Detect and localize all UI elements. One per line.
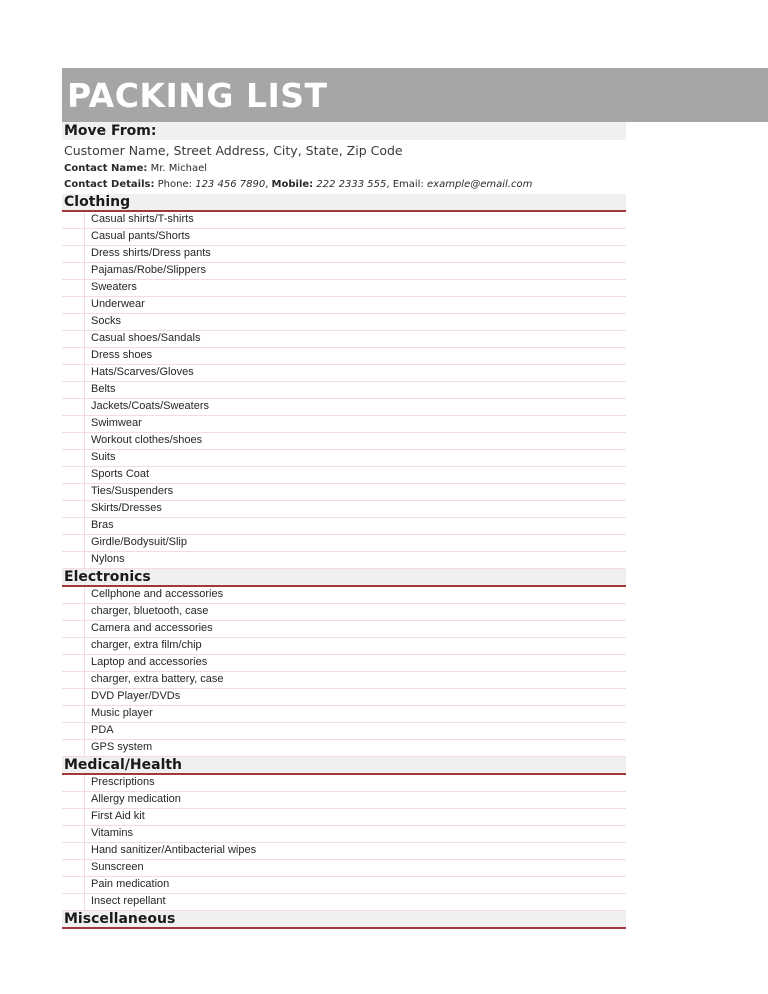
item-label: Girdle/Bodysuit/Slip bbox=[91, 536, 187, 549]
section-title: Miscellaneous bbox=[64, 910, 176, 927]
table-row[interactable] bbox=[62, 535, 626, 552]
checkbox-cell[interactable] bbox=[62, 433, 85, 449]
checkbox-cell[interactable] bbox=[62, 826, 85, 842]
table-row[interactable] bbox=[62, 638, 626, 655]
checkbox-cell[interactable] bbox=[62, 467, 85, 483]
item-label: Vitamins bbox=[91, 827, 133, 840]
table-row[interactable] bbox=[62, 280, 626, 297]
section-title: Medical/Health bbox=[64, 756, 183, 773]
table-row[interactable] bbox=[62, 655, 626, 672]
checkbox-cell[interactable] bbox=[62, 416, 85, 432]
checkbox-cell[interactable] bbox=[62, 604, 85, 620]
mobile-label: Mobile: bbox=[271, 179, 314, 191]
item-label: Underwear bbox=[91, 298, 145, 311]
section-header bbox=[62, 911, 626, 929]
item-label: Suits bbox=[91, 451, 116, 464]
table-row[interactable] bbox=[62, 246, 626, 263]
item-label: GPS system bbox=[91, 741, 153, 754]
contact-details-label: Contact Details: bbox=[64, 179, 155, 191]
contact-details-line bbox=[62, 177, 626, 194]
item-label: Prescriptions bbox=[91, 776, 155, 789]
checkbox-cell[interactable] bbox=[62, 535, 85, 551]
checkbox-cell[interactable] bbox=[62, 484, 85, 500]
checkbox-cell[interactable] bbox=[62, 552, 85, 568]
item-label: Hats/Scarves/Gloves bbox=[91, 366, 194, 379]
packing-sections bbox=[62, 194, 626, 929]
item-label: Jackets/Coats/Sweaters bbox=[91, 400, 209, 413]
checkbox-cell[interactable] bbox=[62, 740, 85, 756]
item-label: charger, extra film/chip bbox=[91, 639, 202, 652]
page-title: PACKING LIST bbox=[67, 75, 328, 115]
table-row[interactable] bbox=[62, 501, 626, 518]
item-label: Insect repellant bbox=[91, 895, 166, 908]
table-row[interactable] bbox=[62, 775, 626, 792]
item-label: Socks bbox=[91, 315, 121, 328]
table-row[interactable] bbox=[62, 229, 626, 246]
checkbox-cell[interactable] bbox=[62, 280, 85, 296]
table-row[interactable] bbox=[62, 314, 626, 331]
table-row[interactable] bbox=[62, 450, 626, 467]
item-label: Hand sanitizer/Antibacterial wipes bbox=[91, 844, 257, 857]
checkbox-cell[interactable] bbox=[62, 587, 85, 603]
item-label: PDA bbox=[91, 724, 114, 737]
item-label: Ties/Suspenders bbox=[91, 485, 174, 498]
checkbox-cell[interactable] bbox=[62, 297, 85, 313]
section-miscellaneous bbox=[62, 911, 626, 929]
document-content bbox=[62, 122, 626, 929]
table-row[interactable] bbox=[62, 587, 626, 604]
item-label: DVD Player/DVDs bbox=[91, 690, 181, 703]
section-electronics bbox=[62, 569, 626, 757]
checkbox-cell[interactable] bbox=[62, 792, 85, 808]
item-label: Cellphone and accessories bbox=[91, 588, 224, 601]
email-value: example@email.com bbox=[427, 179, 533, 191]
contact-name-label: Contact Name: bbox=[64, 162, 148, 174]
item-label: Nylons bbox=[91, 553, 125, 566]
table-row[interactable] bbox=[62, 860, 626, 877]
table-row[interactable] bbox=[62, 382, 626, 399]
item-label: Music player bbox=[91, 707, 153, 720]
table-row[interactable] bbox=[62, 297, 626, 314]
section-clothing bbox=[62, 194, 626, 569]
item-label: First Aid kit bbox=[91, 810, 145, 823]
contact-sep-1: , bbox=[265, 179, 272, 191]
section-header bbox=[62, 569, 626, 587]
mobile-value: 222 2333 555 bbox=[316, 179, 387, 191]
table-row[interactable] bbox=[62, 621, 626, 638]
section-title: Electronics bbox=[64, 568, 151, 585]
checkbox-cell[interactable] bbox=[62, 655, 85, 671]
table-row[interactable] bbox=[62, 484, 626, 501]
move-from-label: Move From: bbox=[64, 123, 157, 139]
table-row[interactable] bbox=[62, 416, 626, 433]
table-row[interactable] bbox=[62, 689, 626, 706]
email-label: Email: bbox=[392, 179, 424, 191]
checkbox-cell[interactable] bbox=[62, 229, 85, 245]
checkbox-cell[interactable] bbox=[62, 775, 85, 791]
checkbox-cell[interactable] bbox=[62, 246, 85, 262]
item-label: Sunscreen bbox=[91, 861, 144, 874]
table-row[interactable] bbox=[62, 365, 626, 382]
section-medical-health bbox=[62, 757, 626, 911]
table-row[interactable] bbox=[62, 433, 626, 450]
checkbox-cell[interactable] bbox=[62, 450, 85, 466]
phone-label: Phone: bbox=[157, 179, 193, 191]
item-label: Dress shoes bbox=[91, 349, 153, 362]
checkbox-cell[interactable] bbox=[62, 706, 85, 722]
table-row[interactable] bbox=[62, 212, 626, 229]
table-row[interactable] bbox=[62, 723, 626, 740]
checkbox-cell[interactable] bbox=[62, 809, 85, 825]
checkbox-cell[interactable] bbox=[62, 860, 85, 876]
table-row[interactable] bbox=[62, 706, 626, 723]
item-label: Skirts/Dresses bbox=[91, 502, 162, 515]
checkbox-cell[interactable] bbox=[62, 843, 85, 859]
item-label: Sweaters bbox=[91, 281, 137, 294]
checkbox-cell[interactable] bbox=[62, 723, 85, 739]
contact-sep-2: , bbox=[386, 179, 393, 191]
section-header bbox=[62, 757, 626, 775]
item-label: Laptop and accessories bbox=[91, 656, 208, 669]
table-row[interactable] bbox=[62, 604, 626, 621]
phone-value: 123 456 7890 bbox=[195, 179, 266, 191]
table-row[interactable] bbox=[62, 552, 626, 569]
checkbox-cell[interactable] bbox=[62, 263, 85, 279]
table-row[interactable] bbox=[62, 467, 626, 484]
item-label: Swimwear bbox=[91, 417, 142, 430]
table-row[interactable] bbox=[62, 399, 626, 416]
item-label: Camera and accessories bbox=[91, 622, 213, 635]
item-label: Casual shirts/T-shirts bbox=[91, 213, 194, 226]
checkbox-cell[interactable] bbox=[62, 348, 85, 364]
section-header bbox=[62, 194, 626, 212]
table-row[interactable] bbox=[62, 792, 626, 809]
checkbox-cell[interactable] bbox=[62, 689, 85, 705]
checkbox-cell[interactable] bbox=[62, 382, 85, 398]
table-row[interactable] bbox=[62, 740, 626, 757]
item-label: Allergy medication bbox=[91, 793, 181, 806]
checkbox-cell[interactable] bbox=[62, 331, 85, 347]
item-label: Pain medication bbox=[91, 878, 170, 891]
item-label: Casual pants/Shorts bbox=[91, 230, 191, 243]
table-row[interactable] bbox=[62, 348, 626, 365]
table-row[interactable] bbox=[62, 263, 626, 280]
checkbox-cell[interactable] bbox=[62, 314, 85, 330]
item-label: Bras bbox=[91, 519, 114, 532]
table-row[interactable] bbox=[62, 894, 626, 911]
item-label: Dress shirts/Dress pants bbox=[91, 247, 211, 260]
table-row[interactable] bbox=[62, 877, 626, 894]
checkbox-cell[interactable] bbox=[62, 621, 85, 637]
item-label: Pajamas/Robe/Slippers bbox=[91, 264, 206, 277]
table-row[interactable] bbox=[62, 331, 626, 348]
item-label: Belts bbox=[91, 383, 116, 396]
table-row[interactable] bbox=[62, 809, 626, 826]
move-from-address: Customer Name, Street Address, City, State, Zip Code bbox=[64, 143, 403, 158]
item-label: Casual shoes/Sandals bbox=[91, 332, 201, 345]
checkbox-cell[interactable] bbox=[62, 672, 85, 688]
item-label: charger, extra battery, case bbox=[91, 673, 224, 686]
checkbox-cell[interactable] bbox=[62, 877, 85, 893]
section-title: Clothing bbox=[64, 193, 131, 210]
move-from-header bbox=[62, 122, 626, 140]
table-row[interactable] bbox=[62, 672, 626, 689]
item-label: Sports Coat bbox=[91, 468, 150, 481]
checkbox-cell[interactable] bbox=[62, 399, 85, 415]
item-label: charger, bluetooth, case bbox=[91, 605, 209, 618]
table-row[interactable] bbox=[62, 826, 626, 843]
checkbox-cell[interactable] bbox=[62, 365, 85, 381]
checkbox-cell[interactable] bbox=[62, 501, 85, 517]
checkbox-cell[interactable] bbox=[62, 212, 85, 228]
table-row[interactable] bbox=[62, 843, 626, 860]
item-label: Workout clothes/shoes bbox=[91, 434, 203, 447]
contact-name-value: Mr. Michael bbox=[150, 162, 208, 174]
checkbox-cell[interactable] bbox=[62, 894, 85, 910]
document-title-banner bbox=[62, 68, 768, 122]
table-row[interactable] bbox=[62, 518, 626, 535]
checkbox-cell[interactable] bbox=[62, 638, 85, 654]
contact-name-line bbox=[62, 161, 626, 178]
checkbox-cell[interactable] bbox=[62, 518, 85, 534]
